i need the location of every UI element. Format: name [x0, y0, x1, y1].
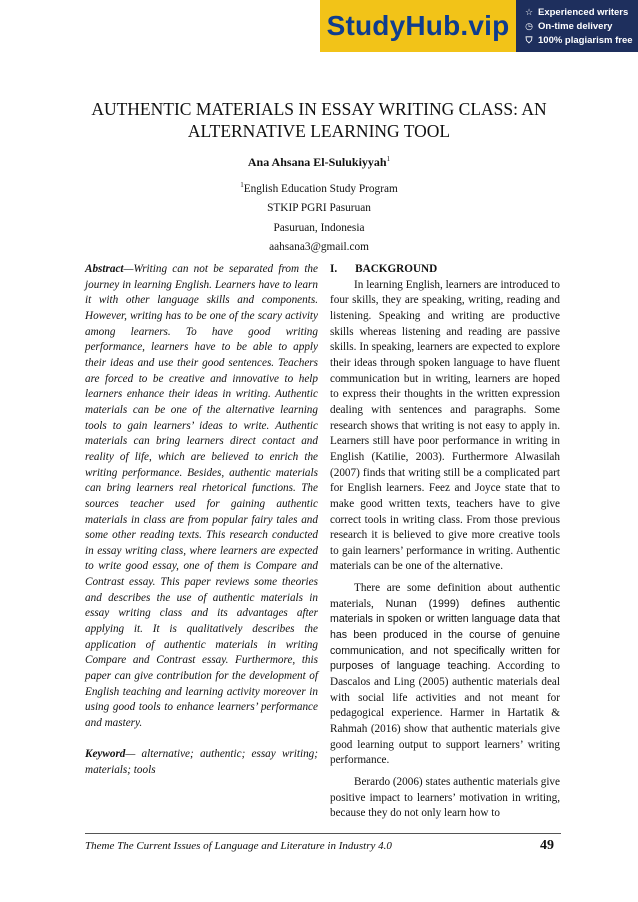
- abstract: [85, 262, 318, 732]
- abstract-column: [85, 262, 318, 779]
- body-column: [330, 262, 560, 822]
- paper-title: AUTHENTIC MATERIALS IN ESSAY WRITING CLASS: AN ALTERNATIVE LEARNING TOOL: [91, 99, 547, 141]
- page-number: 49: [540, 838, 554, 853]
- keywords-text: — alternative; authentic; essay writing; materials; tools: [85, 748, 318, 776]
- section-title: BACKGROUND: [355, 263, 438, 275]
- keywords-label: Keyword: [85, 748, 126, 761]
- body-paragraph: [330, 581, 560, 769]
- section-number: I.: [330, 263, 338, 275]
- para-text: There are some definition about authentic materials,: [330, 582, 560, 610]
- section-heading: [330, 262, 560, 278]
- shield-icon: ⛉: [525, 34, 533, 45]
- abstract-label: Abstract: [85, 263, 124, 275]
- abstract-text: —Writing can not be separated from the journey in learning English. Learners have to learn it with other language skills and components. However, writing has to be one of the scary activity among learners. To have good writing performance, learners have to be able to apply their ideas and use their good sentences. Teachers are forced to be creative and innovative to help learners enhance their ideas in writing. Authentic materials can be one of the alternative learning tools to gain learners’ ideas to write. Authentic materials can bring learners direct contact and reality of life, which are believed to enrich the writing performance. Besides, authentic materials can bring learners real rhetorical functions. The sources teacher used for gaining authentic materials in class are from popular fairy tales and some other reading texts. This research conducted in essay writing class, where learners are expected to write good essay, one of them is Compare and Contrast essay. This paper reviews some theories and describes the use of authentic materials in essay writing class and its advantages after applying it. It is qualitatively describes the application of authentic materials in writing Compare and Contrast essay. Furthermore, this paper can give contribution for the development of English teaching and learning activity moreover in using good tools to enhance learners’ performance and mastery.: [85, 263, 318, 730]
- feature-label: 100% plagiarism free: [538, 34, 633, 46]
- affiliation-block: [0, 176, 638, 258]
- body-paragraph: Berardo (2006) states authentic materials give positive impact to learners’ motivation in writing, because they do not only learn how to: [330, 776, 560, 820]
- feature-item: [524, 21, 638, 32]
- affiliation-text: English Education Study Program: [243, 182, 398, 195]
- affiliation-superscript: 1: [240, 181, 244, 189]
- author-text: Ana Ahsana El-Sulukiyyah: [247, 155, 387, 169]
- affiliation: [0, 176, 638, 199]
- feature-list: [516, 0, 638, 52]
- author-email: aahsana3@gmail.com: [269, 241, 369, 254]
- star-icon: ☆: [524, 6, 534, 17]
- body-paragraph: In learning English, learners are introduced to four skills, they are speaking, writing, reading and listening. Speaking and writing are productive skills whereas listening and reading are passive skills. In speaking, learners are expected to explore their ideas through spoken language to have fluent communication but in writing, learners are hoped to express their thoughts in the written expression dealing with sentences and paragraphs. Some research shows that writing is not easy to apply in. Learners still have poor performance in writing in English (Katilie, 2003). Furthermore Alwasilah (2007) finds that writing still be a complicated part for English learners. Feez and Joyce state that to make good written texts, teachers have to give correct tools in writing class. From those previous research it is believed to give more creative tools to gain learners’ performance in writing. Authentic materials can be one of the alternative.: [330, 278, 560, 573]
- nunan-definition: Nunan (1999) defines authentic materials in spoken or written language data that has been produced in the course of genuine communication, and not specifically written for purposes of language teaching.: [330, 597, 560, 673]
- footer-theme: Theme The Current Issues of Language and Literature in Industry 4.0: [85, 840, 392, 852]
- clock-icon: ◷: [525, 20, 533, 31]
- footer-divider: [85, 833, 561, 834]
- feature-label: On-time delivery: [538, 20, 613, 32]
- author-name: [0, 155, 638, 170]
- location: Pasuruan, Indonesia: [273, 221, 365, 234]
- feature-item: [524, 7, 638, 18]
- author-superscript: 1: [386, 155, 391, 163]
- institution: STKIP PGRI Pasuruan: [267, 202, 371, 215]
- brand-logo[interactable]: StudyHub.vip: [320, 0, 516, 52]
- para-text: According to Dascalos and Ling (2005) authentic materials deal with social life activities and not meant for pedagogical experience. Harmer in Hartatik & Rahmah (2016) show that authentic materials give good learning output to support learners’ writing performance.: [330, 660, 560, 767]
- feature-item: [524, 35, 638, 46]
- keywords: [85, 747, 318, 778]
- feature-label: Experienced writers: [538, 6, 629, 18]
- ad-banner[interactable]: [320, 0, 638, 52]
